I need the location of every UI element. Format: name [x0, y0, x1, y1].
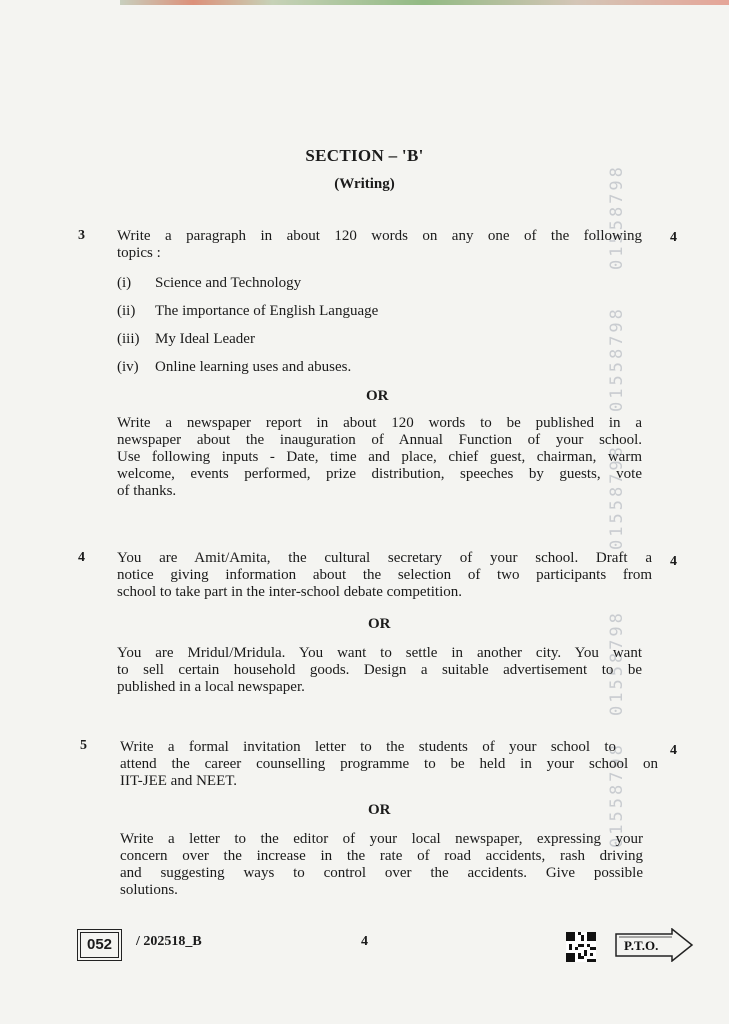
subject-code-box: 052: [80, 932, 119, 958]
q4-alt-line-3: published in a local newspaper.: [117, 679, 305, 695]
option-i-label: (i): [117, 275, 132, 291]
q4-alt-line-2: to sell certain household goods. Design a suitable advertisement to be: [117, 662, 642, 678]
question-3-prompt-line2: topics :: [117, 245, 161, 261]
q3-alt-line-1: Write a newspaper report in about 120 words to be published in a: [117, 415, 642, 431]
section-subtitle: (Writing): [334, 176, 395, 192]
section-title: SECTION – 'B': [305, 146, 424, 165]
q3-alt-line-3: Use following inputs - Date, time and place, chief guest, chairman, warm: [117, 449, 642, 465]
question-3-prompt-line1: Write a paragraph in about 120 words on any one of the following: [117, 228, 642, 244]
watermark-1: 01558798: [607, 164, 627, 270]
top-color-strip: [120, 0, 729, 5]
q5-line-2: attend the career counselling programme to be held in your school on: [120, 756, 658, 772]
q5-alt-line-3: and suggesting ways to control over the accidents. Give possible: [120, 865, 643, 881]
option-iii-label: (iii): [117, 331, 140, 347]
option-i: [117, 275, 301, 292]
option-ii-text: The importance of English Language: [155, 303, 379, 319]
watermark-5: 01558798: [607, 742, 627, 848]
q4-line-1: You are Amit/Amita, the cultural secretary of your school. Draft a: [117, 550, 652, 566]
question-3-alternative: [117, 415, 642, 500]
q5-alt-line-2: concern over the increase in the rate of road accidents, rash driving: [120, 848, 643, 864]
option-i-text: Science and Technology: [155, 275, 302, 291]
option-iv: [117, 359, 351, 376]
question-4-prompt: [117, 550, 652, 601]
q5-alt-line-4: solutions.: [120, 882, 178, 898]
question-3-marks: 4: [670, 230, 677, 245]
q4-line-3: school to take part in the inter-school debate competition.: [117, 584, 463, 600]
q3-alt-line-5: of thanks.: [117, 483, 177, 499]
paper-code: / 202518_B: [136, 934, 202, 949]
question-5-alternative: [120, 831, 643, 899]
pto-label: P.T.O.: [624, 938, 659, 953]
question-5-number: 5: [80, 738, 87, 753]
option-iv-text: Online learning uses and abuses.: [155, 359, 352, 375]
q5-line-3: IIT-JEE and NEET.: [120, 773, 238, 789]
question-5-or: OR: [368, 802, 391, 818]
watermark-4: 01558798: [607, 610, 627, 716]
qr-code-icon: [566, 932, 596, 962]
question-3-or: OR: [366, 388, 389, 404]
question-5-prompt: [120, 739, 658, 790]
q5-line-1: Write a formal invitation letter to the students of your school to: [120, 739, 616, 755]
option-iii-text: My Ideal Leader: [155, 331, 255, 347]
question-4-alternative: [117, 645, 642, 696]
question-4-marks: 4: [670, 554, 677, 569]
page-number: 4: [361, 934, 368, 949]
option-iii: [117, 331, 255, 348]
q4-alt-line-1: You are Mridul/Mridula. You want to settle in another city. You want: [117, 645, 642, 661]
option-iv-label: (iv): [117, 359, 139, 375]
q3-alt-line-2: newspaper about the inauguration of Annual Function of your school.: [117, 432, 642, 448]
q5-alt-line-1: Write a letter to the editor of your local newspaper, expressing your: [120, 831, 643, 847]
q3-alt-line-4: welcome, events performed, prize distribution, speeches by guests, vote: [117, 466, 642, 482]
question-5-marks: 4: [670, 743, 677, 758]
option-ii-label: (ii): [117, 303, 136, 319]
q4-line-2: notice giving information about the selection of two participants from: [117, 567, 652, 583]
question-4-number: 4: [78, 550, 85, 565]
question-4-or: OR: [368, 616, 391, 632]
watermark-2: 01558798: [607, 306, 627, 412]
option-ii: [117, 303, 378, 320]
watermark-3: 01558798: [607, 444, 627, 550]
question-3-number: 3: [78, 228, 85, 243]
pto-arrow: [614, 928, 694, 962]
